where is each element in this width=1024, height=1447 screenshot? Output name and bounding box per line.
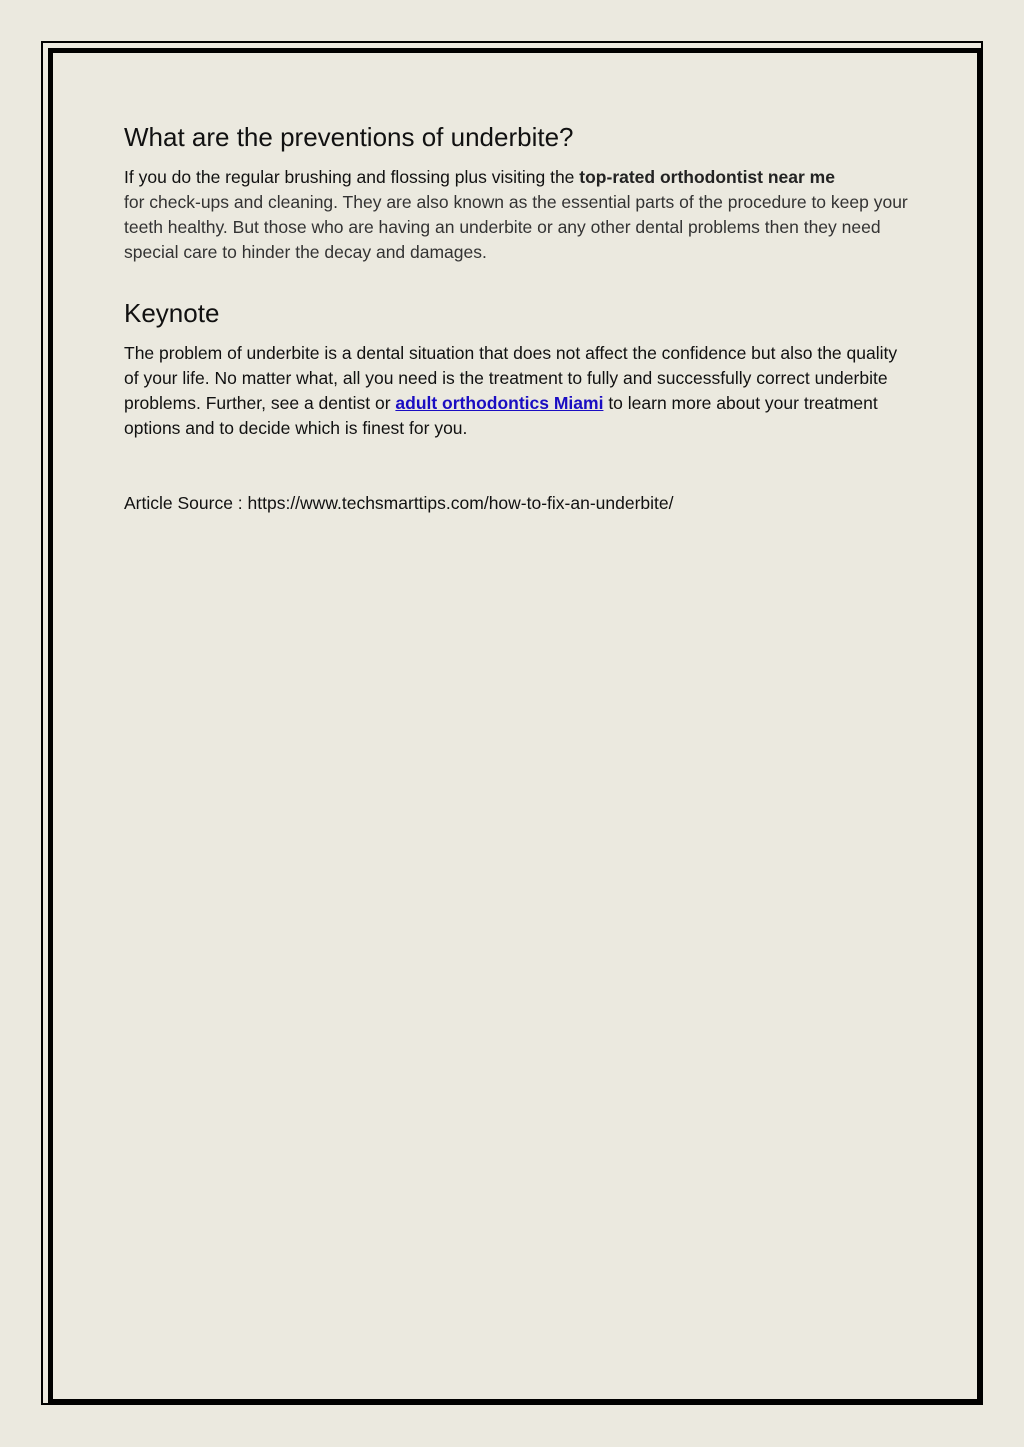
orthodontics-link[interactable]: adult orthodontics Miami xyxy=(395,393,604,414)
article-source: Article Source : https://www.techsmarttips.com/how-to-fix-an-underbite/ xyxy=(124,493,674,514)
section-preventions xyxy=(124,122,914,265)
section-heading-preventions: What are the preventions of underbite? xyxy=(124,122,574,152)
section-keynote xyxy=(124,298,914,441)
paragraph-text-rest: for check-ups and cleaning. They are also known as the essential parts of the procedure to keep your teeth healthy. But those who are having an underbite or any other dental problems then they need special care to hinder the decay and damages. xyxy=(124,192,908,263)
section-heading-keynote: Keynote xyxy=(124,298,220,329)
bold-phrase: top-rated orthodontist near me xyxy=(579,167,835,188)
section-paragraph-keynote xyxy=(124,341,914,441)
paragraph-text-rest: to learn more about your treatment options and to decide which is finest for you. xyxy=(124,393,878,439)
section-paragraph-preventions xyxy=(124,165,914,265)
paragraph-text-lead: If you do the regular brushing and flossing plus visiting the xyxy=(124,167,580,188)
document-body xyxy=(124,122,914,516)
paragraph-text-lead: The problem of underbite is a dental situation that does not affect the confidence but also the quality of your life. No matter what, all you need is the treatment to fully and successfully correct underbite problems. Further, see a dentist or xyxy=(124,343,898,414)
